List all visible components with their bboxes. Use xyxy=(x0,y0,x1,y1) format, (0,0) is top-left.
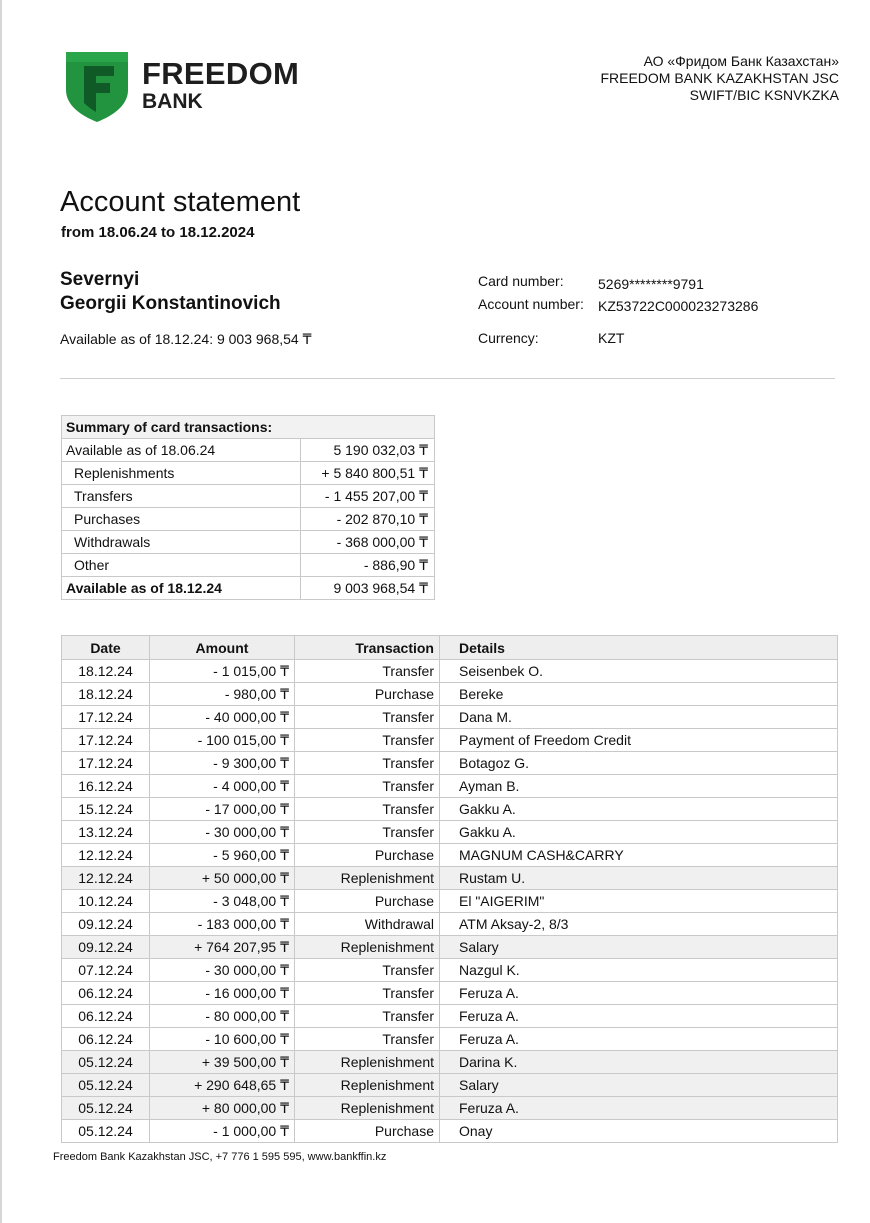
summary-value: + 5 840 800,51 ₸ xyxy=(301,462,435,485)
cell-amount: - 30 000,00 ₸ xyxy=(150,959,295,982)
cell-amount: - 10 600,00 ₸ xyxy=(150,1028,295,1051)
cell-transaction: Purchase xyxy=(295,1120,440,1143)
cell-amount: + 290 648,65 ₸ xyxy=(150,1074,295,1097)
summary-row xyxy=(62,439,435,462)
table-row xyxy=(62,660,838,683)
client-surname: Severnyi xyxy=(60,269,140,290)
table-row xyxy=(62,1097,838,1120)
cell-amount: - 980,00 ₸ xyxy=(150,683,295,706)
currency-value: KZT xyxy=(598,330,625,346)
table-row xyxy=(62,821,838,844)
cell-date: 12.12.24 xyxy=(62,867,150,890)
cell-date: 05.12.24 xyxy=(62,1051,150,1074)
cell-date: 16.12.24 xyxy=(62,775,150,798)
cell-details: Payment of Freedom Credit xyxy=(440,729,838,752)
freedom-bank-logo xyxy=(66,52,306,124)
summary-label: Available as of 18.12.24 xyxy=(62,577,301,600)
cell-amount: - 4 000,00 ₸ xyxy=(150,775,295,798)
table-row xyxy=(62,1028,838,1051)
freedom-f-shield-icon xyxy=(66,52,128,122)
table-row xyxy=(62,890,838,913)
table-row xyxy=(62,729,838,752)
cell-details: Botagoz G. xyxy=(440,752,838,775)
cell-amount: - 30 000,00 ₸ xyxy=(150,821,295,844)
cell-date: 17.12.24 xyxy=(62,729,150,752)
cell-transaction: Replenishment xyxy=(295,936,440,959)
column-header-details: Details xyxy=(440,636,838,660)
summary-label: Transfers xyxy=(62,485,301,508)
cell-transaction: Transfer xyxy=(295,775,440,798)
cell-amount: - 183 000,00 ₸ xyxy=(150,913,295,936)
cell-date: 15.12.24 xyxy=(62,798,150,821)
cell-amount: - 16 000,00 ₸ xyxy=(150,982,295,1005)
summary-label: Available as of 18.06.24 xyxy=(62,439,301,462)
client-given-name: Georgii Konstantinovich xyxy=(60,293,281,314)
account-number-value: KZ53722C000023273286 xyxy=(598,298,759,314)
cell-amount: - 17 000,00 ₸ xyxy=(150,798,295,821)
transactions-header-row xyxy=(62,636,838,660)
cell-amount: - 5 960,00 ₸ xyxy=(150,844,295,867)
account-number-label: Account number: xyxy=(478,296,584,312)
cell-transaction: Purchase xyxy=(295,683,440,706)
table-row xyxy=(62,982,838,1005)
logo-wordmark-bank: BANK xyxy=(142,90,203,113)
cell-amount: + 764 207,95 ₸ xyxy=(150,936,295,959)
cell-details: Seisenbek O. xyxy=(440,660,838,683)
table-row xyxy=(62,775,838,798)
logo-wordmark-freedom: FREEDOM xyxy=(142,56,300,91)
bank-name-ru: АО «Фридом Банк Казахстан» xyxy=(643,53,839,69)
table-row xyxy=(62,1120,838,1143)
currency-label: Currency: xyxy=(478,330,539,346)
cell-amount: - 100 015,00 ₸ xyxy=(150,729,295,752)
cell-amount: - 9 300,00 ₸ xyxy=(150,752,295,775)
cell-details: Feruza A. xyxy=(440,1005,838,1028)
cell-details: Bereke xyxy=(440,683,838,706)
cell-transaction: Transfer xyxy=(295,798,440,821)
divider xyxy=(60,378,835,379)
cell-amount: + 80 000,00 ₸ xyxy=(150,1097,295,1120)
cell-date: 05.12.24 xyxy=(62,1120,150,1143)
cell-transaction: Replenishment xyxy=(295,1074,440,1097)
cell-details: El "AIGERIM" xyxy=(440,890,838,913)
card-number-label: Card number: xyxy=(478,273,564,289)
table-row xyxy=(62,752,838,775)
cell-date: 12.12.24 xyxy=(62,844,150,867)
cell-date: 07.12.24 xyxy=(62,959,150,982)
cell-details: Dana M. xyxy=(440,706,838,729)
column-header-amount: Amount xyxy=(150,636,295,660)
summary-label: Other xyxy=(62,554,301,577)
cell-amount: - 1 015,00 ₸ xyxy=(150,660,295,683)
cell-details: Feruza A. xyxy=(440,1028,838,1051)
cell-date: 09.12.24 xyxy=(62,936,150,959)
summary-row xyxy=(62,554,435,577)
cell-transaction: Transfer xyxy=(295,752,440,775)
bank-swift: SWIFT/BIC KSNVKZKA xyxy=(689,87,839,103)
page-edge xyxy=(0,0,2,1223)
summary-label: Withdrawals xyxy=(62,531,301,554)
statement-period: from 18.06.24 to 18.12.2024 xyxy=(61,224,255,241)
cell-amount: - 3 048,00 ₸ xyxy=(150,890,295,913)
cell-transaction: Replenishment xyxy=(295,867,440,890)
summary-row xyxy=(62,531,435,554)
cell-date: 17.12.24 xyxy=(62,706,150,729)
cell-details: Nazgul K. xyxy=(440,959,838,982)
cell-amount: - 40 000,00 ₸ xyxy=(150,706,295,729)
cell-amount: + 50 000,00 ₸ xyxy=(150,867,295,890)
cell-transaction: Transfer xyxy=(295,982,440,1005)
cell-date: 06.12.24 xyxy=(62,982,150,1005)
cell-date: 13.12.24 xyxy=(62,821,150,844)
cell-date: 05.12.24 xyxy=(62,1074,150,1097)
summary-table xyxy=(61,415,435,600)
cell-transaction: Transfer xyxy=(295,660,440,683)
cell-amount: - 1 000,00 ₸ xyxy=(150,1120,295,1143)
cell-transaction: Purchase xyxy=(295,890,440,913)
column-header-transaction: Transaction xyxy=(295,636,440,660)
table-row xyxy=(62,959,838,982)
statement-title: Account statement xyxy=(60,186,301,218)
table-row xyxy=(62,1051,838,1074)
card-number-value: 5269********9791 xyxy=(598,276,704,292)
table-row xyxy=(62,798,838,821)
bank-name-en: FREEDOM BANK KAZAKHSTAN JSC xyxy=(600,70,839,86)
table-row xyxy=(62,1074,838,1097)
cell-transaction: Purchase xyxy=(295,844,440,867)
summary-value: - 202 870,10 ₸ xyxy=(301,508,435,531)
cell-date: 10.12.24 xyxy=(62,890,150,913)
footer-contact: Freedom Bank Kazakhstan JSC, +7 776 1 595 595, www.bankffin.kz xyxy=(53,1151,387,1163)
client-name xyxy=(60,268,281,316)
cell-details: Ayman B. xyxy=(440,775,838,798)
cell-date: 06.12.24 xyxy=(62,1005,150,1028)
bank-info xyxy=(600,53,839,104)
transactions-table xyxy=(61,635,838,1143)
summary-header: Summary of card transactions: xyxy=(62,416,435,439)
available-balance: Available as of 18.12.24: 9 003 968,54 ₸ xyxy=(60,331,312,347)
table-row xyxy=(62,867,838,890)
summary-label: Replenishments xyxy=(62,462,301,485)
cell-amount: + 39 500,00 ₸ xyxy=(150,1051,295,1074)
summary-total-row xyxy=(62,577,435,600)
summary-value: 9 003 968,54 ₸ xyxy=(301,577,435,600)
cell-date: 18.12.24 xyxy=(62,683,150,706)
table-row xyxy=(62,1005,838,1028)
cell-transaction: Transfer xyxy=(295,959,440,982)
cell-date: 09.12.24 xyxy=(62,913,150,936)
cell-transaction: Replenishment xyxy=(295,1051,440,1074)
table-row xyxy=(62,844,838,867)
cell-transaction: Transfer xyxy=(295,729,440,752)
transactions-body xyxy=(62,660,838,1143)
cell-details: Gakku A. xyxy=(440,821,838,844)
cell-transaction: Replenishment xyxy=(295,1097,440,1120)
table-row xyxy=(62,683,838,706)
cell-date: 06.12.24 xyxy=(62,1028,150,1051)
cell-date: 17.12.24 xyxy=(62,752,150,775)
cell-details: Feruza A. xyxy=(440,1097,838,1120)
cell-details: ATM Aksay-2, 8/3 xyxy=(440,913,838,936)
table-row xyxy=(62,706,838,729)
summary-value: - 368 000,00 ₸ xyxy=(301,531,435,554)
column-header-date: Date xyxy=(62,636,150,660)
cell-date: 05.12.24 xyxy=(62,1097,150,1120)
summary-value: - 886,90 ₸ xyxy=(301,554,435,577)
cell-transaction: Transfer xyxy=(295,1005,440,1028)
cell-details: Salary xyxy=(440,936,838,959)
cell-amount: - 80 000,00 ₸ xyxy=(150,1005,295,1028)
cell-transaction: Transfer xyxy=(295,706,440,729)
summary-row xyxy=(62,462,435,485)
cell-details: Feruza A. xyxy=(440,982,838,1005)
summary-row xyxy=(62,508,435,531)
cell-details: Rustam U. xyxy=(440,867,838,890)
cell-details: Darina K. xyxy=(440,1051,838,1074)
cell-transaction: Withdrawal xyxy=(295,913,440,936)
cell-date: 18.12.24 xyxy=(62,660,150,683)
summary-row xyxy=(62,485,435,508)
summary-header-row xyxy=(62,416,435,439)
summary-value: 5 190 032,03 ₸ xyxy=(301,439,435,462)
cell-details: Onay xyxy=(440,1120,838,1143)
cell-details: Gakku A. xyxy=(440,798,838,821)
cell-transaction: Transfer xyxy=(295,821,440,844)
summary-label: Purchases xyxy=(62,508,301,531)
table-row xyxy=(62,936,838,959)
cell-transaction: Transfer xyxy=(295,1028,440,1051)
summary-value: - 1 455 207,00 ₸ xyxy=(301,485,435,508)
cell-details: Salary xyxy=(440,1074,838,1097)
cell-details: MAGNUM CASH&CARRY xyxy=(440,844,838,867)
table-row xyxy=(62,913,838,936)
